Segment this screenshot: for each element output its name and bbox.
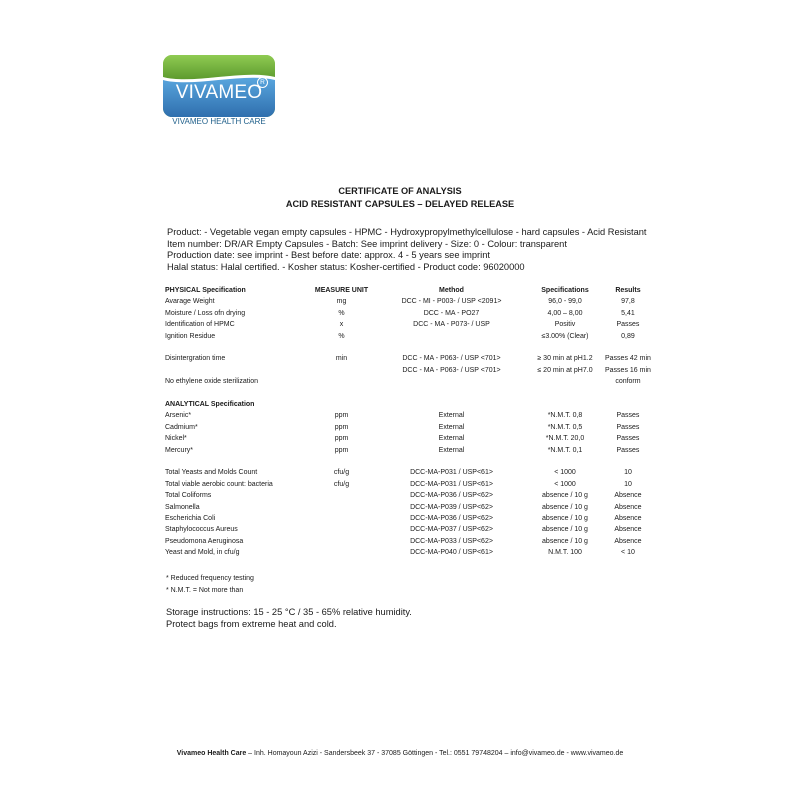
cell-unit: cfu/g	[333, 469, 350, 477]
cell-unit	[305, 547, 378, 558]
cell-parameter: Arsenic*	[165, 412, 192, 420]
table-row	[165, 479, 651, 490]
cell-method: External	[438, 423, 465, 431]
header-method: Method	[439, 287, 464, 294]
cell-result: Passes	[616, 412, 640, 420]
page-footer	[0, 750, 800, 757]
cell-unit	[305, 536, 378, 547]
cell-specification: 96,0 - 99,0	[548, 298, 582, 306]
cell-specification: < 1000	[554, 480, 576, 488]
table-row	[165, 331, 651, 342]
cell-result: conform	[615, 378, 641, 386]
info-line: Item number: DR/AR Empty Capsules - Batch: See imprint delivery - Size: 0 - Colour: transparent	[167, 238, 567, 249]
cell-result: Passes 42 min	[605, 355, 651, 363]
cell-parameter: Avarage Weight	[165, 298, 215, 306]
cell-method	[378, 331, 525, 342]
cell-parameter: Yeast and Mold, in cfu/g	[165, 549, 240, 557]
cell-specification: *N.M.T. 0,1	[547, 446, 583, 454]
title-line-2: ACID RESISTANT CAPSULES – DELAYED RELEASE	[285, 199, 515, 209]
storage-line: Protect bags from extreme heat and cold.	[166, 619, 337, 629]
footer-company: Vivameo Health Care	[176, 750, 247, 757]
cell-method: DCC-MA-P040 / USP<61>	[410, 549, 493, 557]
cell-parameter: Nickel*	[165, 435, 187, 443]
cell-result: Passes	[616, 321, 640, 329]
cell-unit: ppm	[334, 412, 349, 420]
table-row	[165, 467, 651, 478]
cell-unit	[305, 490, 378, 501]
cell-result: Passes	[616, 446, 640, 454]
table-row	[165, 365, 651, 376]
cell-method: DCC - MA - P073- / USP	[413, 321, 490, 329]
footer-details: – Inh. Homayoun Azizi - Sandersbeek 37 - 37085 Göttingen - Tel.: 0551 79748204 – info@vivameo.de - www.vivameo.de	[246, 750, 624, 757]
cell-method: DCC-MA-P036 / USP<62>	[410, 492, 493, 500]
cell-unit: %	[338, 332, 345, 340]
storage-instructions	[166, 606, 412, 630]
cell-result: Passes	[616, 435, 640, 443]
cell-parameter: Cadmium*	[165, 423, 198, 431]
cell-result: < 10	[621, 549, 635, 557]
analytical-section-title: ANALYTICAL Specification	[165, 401, 255, 409]
table-row	[165, 445, 651, 456]
cell-result: 10	[624, 469, 632, 477]
table-row	[165, 536, 651, 547]
cell-parameter: Pseudomona Aeruginosa	[165, 537, 244, 545]
cell-unit	[305, 524, 378, 535]
cell-method: DCC - MI - P003- / USP <2091>	[401, 298, 502, 306]
cell-unit: ppm	[334, 423, 349, 431]
cell-unit	[305, 365, 378, 376]
header-specifications: Specifications	[541, 287, 589, 294]
cell-specification	[525, 342, 605, 353]
cell-unit: ppm	[334, 435, 349, 443]
cell-result: 10	[624, 480, 632, 488]
registered-mark: R	[257, 77, 268, 88]
cell-parameter: Identification of HPMC	[165, 321, 235, 329]
storage-line: Storage instructions: 15 - 25 °C / 35 - 65% relative humidity.	[166, 607, 412, 617]
logo-subtitle: VIVAMEO HEALTH CARE	[172, 117, 266, 126]
cell-unit	[305, 342, 378, 353]
cell-specification: *N.M.T. 0,8	[547, 412, 583, 420]
cell-specification: ≤ 20 min at pH7.0	[537, 366, 593, 374]
cell-unit	[305, 513, 378, 524]
header-measure-unit: MEASURE UNIT	[314, 287, 369, 294]
cell-method: External	[438, 435, 465, 443]
cell-unit: x	[339, 321, 344, 329]
specification-table	[165, 285, 651, 559]
cell-method: DCC-MA-P033 / USP<62>	[410, 537, 493, 545]
table-header-row	[165, 285, 651, 296]
cell-specification: *N.M.T. 20,0	[545, 435, 585, 443]
cell-method: DCC - MA - PO27	[423, 309, 480, 317]
table-row	[165, 547, 651, 558]
cell-specification	[525, 376, 605, 387]
cell-specification: absence / 10 g	[542, 503, 588, 511]
cell-result: 0,89	[621, 332, 635, 340]
cell-specification: absence / 10 g	[542, 526, 588, 534]
table-row	[165, 524, 651, 535]
table-row	[165, 502, 651, 513]
cell-method: DCC-MA-P039 / USP<62>	[410, 503, 493, 511]
cell-specification: 4,00 – 8,00	[547, 309, 583, 317]
cell-method: DCC - MA - P063- / USP <701>	[402, 355, 501, 363]
cell-unit: cfu/g	[333, 480, 350, 488]
table-row	[165, 422, 651, 433]
cell-unit: mg	[336, 298, 347, 306]
cell-parameter: No ethylene oxide sterilization	[165, 378, 258, 386]
cell-specification: < 1000	[554, 469, 576, 477]
header-results: Results	[615, 287, 641, 294]
cell-result: 97,8	[621, 298, 635, 306]
cell-method: External	[438, 446, 465, 454]
table-row	[165, 410, 651, 421]
cell-parameter: Ignition Residue	[165, 332, 216, 340]
cell-method	[378, 376, 525, 387]
footnotes	[166, 573, 254, 596]
document-title	[0, 185, 800, 211]
cell-result: 5,41	[621, 309, 635, 317]
table-row	[165, 319, 651, 330]
cell-unit: min	[335, 355, 348, 363]
table-row	[165, 376, 651, 387]
cell-specification: absence / 10 g	[542, 537, 588, 545]
title-line-1: CERTIFICATE OF ANALYSIS	[338, 186, 462, 196]
cell-result: Absence	[614, 526, 642, 534]
cell-method: DCC - MA - P063- / USP <701>	[402, 366, 501, 374]
footnote: * N.M.T. = Not more than	[166, 586, 244, 594]
info-line: Product: - Vegetable vegan empty capsules - HPMC - Hydroxypropylmethylcellulose - hard capsules - Acid Resistant	[167, 227, 647, 237]
logo-wordmark: VIVAMEO	[175, 82, 263, 103]
cell-result	[605, 342, 651, 353]
cell-method: External	[438, 412, 465, 420]
cell-unit: ppm	[334, 446, 349, 454]
cell-method: DCC-MA-P031 / USP<61>	[410, 480, 493, 488]
cell-specification: *N.M.T. 0,5	[547, 423, 583, 431]
cell-specification: ≤3.00% (Clear)	[541, 332, 589, 340]
cell-parameter: Moisture / Loss ofn drying	[165, 309, 246, 317]
cell-method: DCC-MA-P036 / USP<62>	[410, 515, 493, 523]
section-row	[165, 399, 651, 410]
cell-result: Absence	[614, 515, 642, 523]
table-row	[165, 308, 651, 319]
cell-parameter: Staphylococcus Aureus	[165, 526, 238, 534]
header-specification: PHYSICAL Specification	[165, 287, 246, 294]
cell-method	[378, 342, 525, 353]
info-line: Production date: see imprint - Best before date: approx. 4 - 5 years see imprint	[167, 250, 490, 261]
footnote: * Reduced frequency testing	[166, 575, 254, 582]
cell-parameter: Salmonella	[165, 503, 200, 511]
cell-parameter: Total Yeasts and Molds Count	[165, 469, 258, 477]
cell-result: Absence	[614, 503, 642, 511]
cell-specification: N.M.T. 100	[548, 549, 582, 557]
cell-unit: %	[338, 309, 345, 317]
cell-unit	[305, 376, 378, 387]
cell-parameter	[165, 342, 305, 353]
cell-parameter: Escherichia Coli	[165, 515, 216, 523]
table-row	[165, 513, 651, 524]
cell-parameter: Total Coliforms	[165, 492, 212, 500]
cell-parameter: Mercury*	[165, 446, 194, 454]
product-info	[167, 227, 647, 273]
table-row	[165, 490, 651, 501]
cell-parameter: Total viable aerobic count: bacteria	[165, 480, 273, 488]
cell-specification: absence / 10 g	[542, 515, 588, 523]
cell-result: Absence	[614, 492, 642, 500]
company-logo	[163, 55, 275, 130]
spacer-row	[165, 388, 651, 399]
cell-specification: absence / 10 g	[542, 492, 588, 500]
cell-specification: ≥ 30 min at pH1.2	[537, 355, 593, 363]
info-line: Halal status: Halal certified. - Kosher status: Kosher-certified - Product code: 96020000	[167, 261, 525, 272]
table-row	[165, 296, 651, 307]
cell-parameter: Disintergration time	[165, 355, 226, 363]
table-row	[165, 353, 651, 364]
cell-unit	[305, 502, 378, 513]
spacer-row	[165, 456, 651, 467]
table-row	[165, 342, 651, 353]
table-row	[165, 433, 651, 444]
cell-parameter	[165, 365, 305, 376]
cell-method: DCC-MA-P037 / USP<62>	[410, 526, 493, 534]
cell-specification: Positiv	[554, 321, 576, 329]
cell-method: DCC-MA-P031 / USP<61>	[410, 469, 493, 477]
cell-result: Passes	[616, 423, 640, 431]
cell-result: Passes 16 min	[605, 366, 651, 374]
cell-result: Absence	[614, 537, 642, 545]
